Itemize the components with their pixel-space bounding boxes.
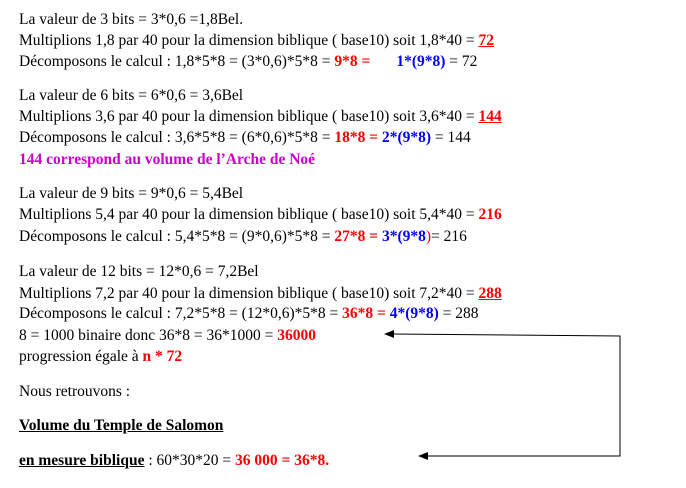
mesure-calc: : 60*30*20 = [144,452,236,469]
b2-red-term: 18*8 = [334,129,382,146]
b4-line3-text: Décomposons le calcul : 7,2*5*8 = (12*0,6)*5*8 = [19,305,343,322]
b2-line3-text: Décomposons le calcul : 3,6*5*8 = (6*0,6)*5*8 = [19,129,335,146]
b1-line2-text: Multiplions 1,8 par 40 pour la dimension biblique ( base10) soit 1,8*40 = [19,32,479,49]
b2-line2-text: Multiplions 3,6 par 40 pour la dimension biblique ( base10) soit 3,6*40 = [19,108,479,125]
binary-result: 36000 [277,327,317,344]
b4-line3-end: = 288 [438,305,479,322]
b4-red-term: 36*8 = [342,305,390,322]
b1-line3-end: = 72 [445,53,478,70]
b2-blue-term: 2*(9*8) [381,129,432,146]
b1-line3-text: Décomposons le calcul : 1,8*5*8 = (3*0,6)*5*8 = [19,53,335,70]
b1-line1-text: La valeur de 3 bits = 3*0,6 =1,8Bel. [19,11,244,28]
b1-red-term: 9*8 = [334,53,371,70]
connector-line [392,334,620,456]
b3-line1-text: La valeur de 9 bits = 9*0,6 = 5,4Bel [19,185,244,202]
b3-line3-end: = 216 [431,228,467,245]
b4-line5-text: progression égale à [19,348,143,365]
b3-line2-text: Multiplions 5,4 par 40 pour la dimension biblique ( base10) soit 5,4*40 = [19,206,479,223]
retrouvons-text: Nous retrouvons : [19,383,131,400]
progression-value: n * 72 [142,348,183,365]
arrowhead-bottom [418,452,428,460]
b4-line4-text: 8 = 1000 binaire donc 36*8 = 36*1000 = [19,327,278,344]
b1-blue-term: 1*(9*8) [396,53,446,70]
b3-result: 216 [478,206,502,223]
b1-result: 72 [478,32,494,49]
noah-ark-note: 144 correspond au volume de l’Arche de Noé [19,151,316,168]
b3-red-paren: ) [425,228,432,245]
b4-blue-term: 4*(9*8) [389,305,439,322]
b3-line3-text: Décomposons le calcul : 5,4*5*8 = (9*0,6)*5*8 = [19,228,335,245]
arrowhead-top [384,330,394,338]
mesure-label: en mesure biblique [19,452,145,469]
b4-line1-text: La valeur de 12 bits = 12*0,6 = 7,2Bel [19,263,259,280]
b2-result: 144 [478,108,502,125]
b4-line2-text: Multiplions 7,2 par 40 pour la dimension biblique ( base10) soit 7,2*40 = [19,285,479,302]
b3-red-term: 27*8 = [334,228,382,245]
b4-result: 288 [478,285,502,302]
b2-line3-end: = 144 [431,129,471,146]
b3-blue-term: 3*(9*8 [381,228,426,245]
temple-title: Volume du Temple de Salomon [19,417,224,434]
mesure-result: 36 000 = 36*8. [235,452,330,469]
b2-line1-text: La valeur de 6 bits = 6*0,6 = 3,6Bel [19,87,244,104]
